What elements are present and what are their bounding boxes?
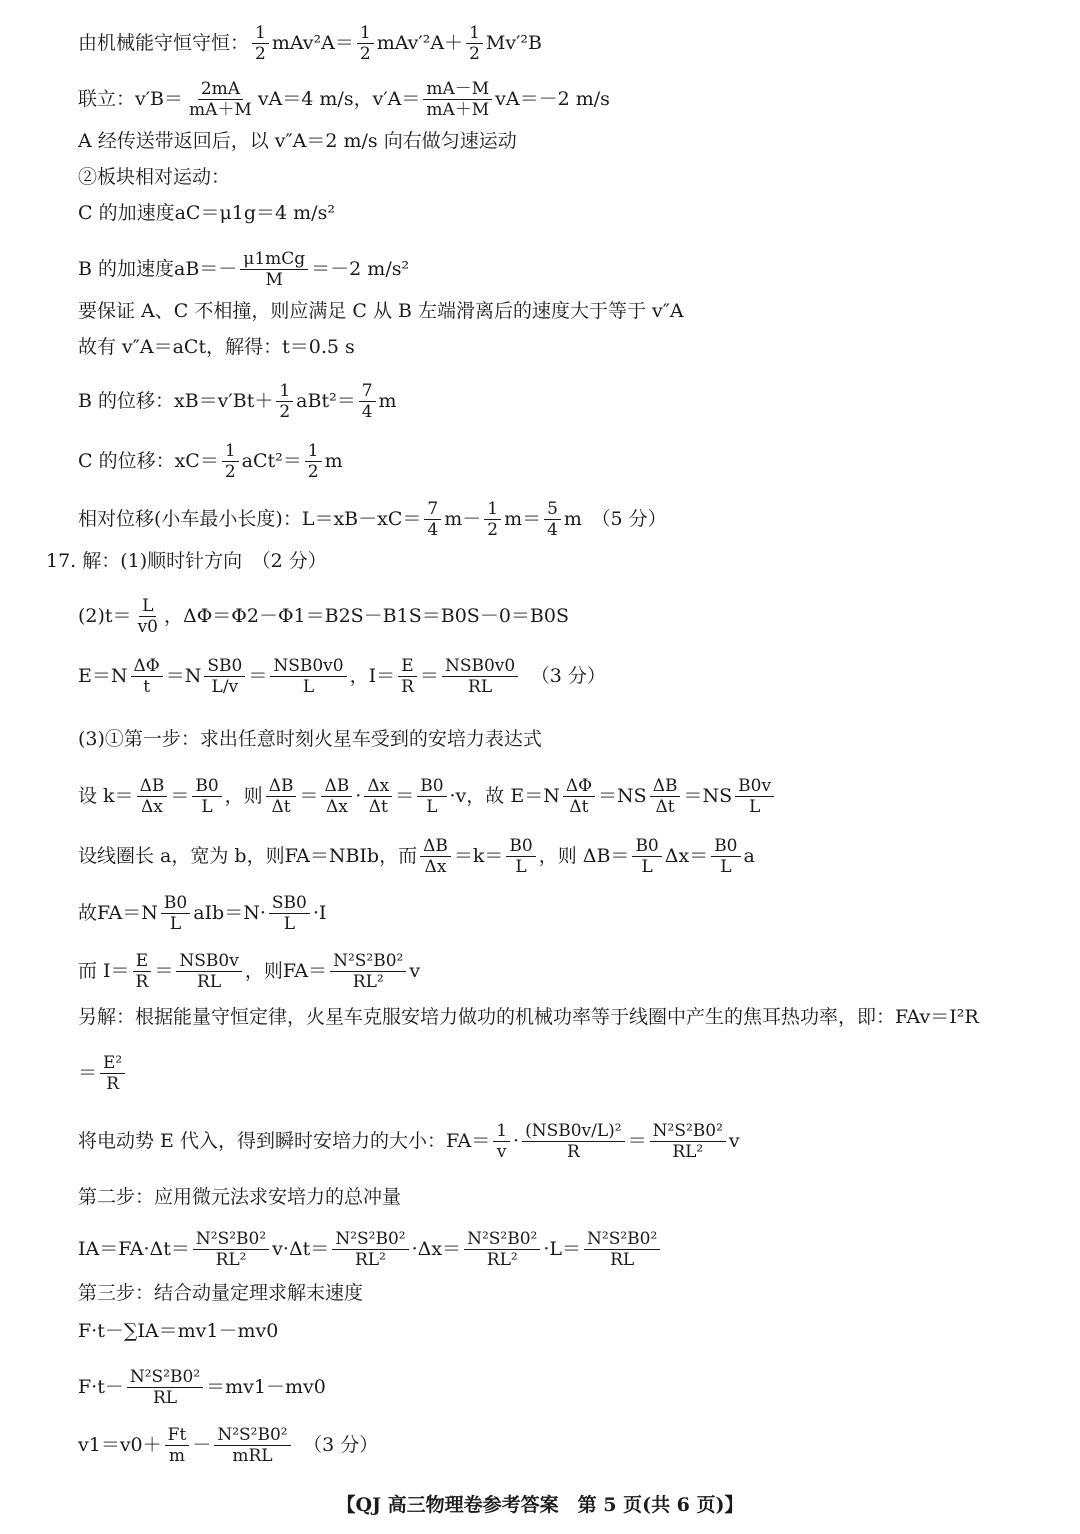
fraction — [330, 952, 406, 992]
fraction — [464, 1230, 540, 1270]
fraction-denominator: Δx — [141, 797, 163, 818]
fraction-denominator: R — [401, 677, 414, 698]
fraction-denominator: mA＋M — [426, 100, 490, 121]
line-text: v·Δt＝ — [272, 1238, 330, 1261]
line-text: ＝ — [627, 1130, 647, 1153]
solution-line — [78, 1054, 1040, 1094]
line-text: ＝ — [154, 960, 174, 983]
solution-line — [78, 1006, 1040, 1029]
fraction-numerator: N²S²B0² — [332, 1230, 408, 1250]
fraction-numerator: NSB0v0 — [442, 657, 518, 677]
fraction-numerator: N²S²B0² — [193, 1230, 269, 1250]
fraction-denominator: Δx — [424, 857, 447, 878]
fraction-denominator: 4 — [361, 402, 373, 423]
fraction-denominator: L — [720, 857, 732, 878]
fraction — [240, 250, 308, 290]
fraction-numerator: B0 — [192, 777, 221, 797]
fraction-numerator: mA－M — [423, 80, 492, 100]
line-text: 相对位移(小车最小长度)：L＝xB－xC＝ — [78, 508, 422, 531]
line-text: ，则FA＝ — [244, 960, 328, 983]
fraction-denominator: v — [496, 1142, 507, 1163]
fraction — [544, 500, 561, 540]
fraction-numerator: ΔΦ — [131, 657, 163, 677]
fraction-numerator: 2mA — [198, 80, 243, 100]
fraction-denominator: RL² — [215, 1250, 247, 1271]
line-text: ＝ — [419, 665, 439, 688]
line-text: ，ΔΦ＝Φ2－Φ1＝B2S－B1S＝B0S－0＝B0S — [163, 605, 569, 628]
solution-line — [78, 166, 1040, 189]
fraction — [493, 1122, 510, 1162]
line-text: m — [378, 390, 397, 413]
line-text: 第三步：结合动量定理求解末速度 — [78, 1282, 364, 1304]
fraction — [735, 777, 774, 817]
line-text: ＝k＝ — [453, 845, 504, 868]
fraction-denominator: mRL — [232, 1446, 273, 1467]
solution-line — [46, 550, 1040, 573]
fraction-numerator: ΔB — [266, 777, 297, 797]
fraction-denominator: 2 — [469, 44, 480, 65]
fraction-numerator: 1 — [252, 24, 269, 44]
solution-line — [78, 777, 1040, 817]
solution-line — [78, 500, 1040, 540]
fraction-numerator: E² — [100, 1054, 125, 1074]
solution-line — [78, 1122, 1040, 1162]
fraction — [269, 894, 310, 934]
line-text: F·t－ — [78, 1376, 124, 1399]
fraction-denominator: Δt — [655, 797, 675, 818]
fraction — [214, 1426, 290, 1466]
fraction-numerator: B0 — [711, 837, 740, 857]
line-text: 第二步：应用微元法求安培力的总冲量 — [78, 1186, 402, 1208]
fraction — [420, 837, 451, 877]
fraction-denominator: RL² — [355, 1250, 386, 1271]
line-text: Mv′²B — [485, 32, 542, 55]
line-text: ＝ — [170, 785, 190, 808]
solution-line — [78, 894, 1040, 934]
fraction-numerator: SB0 — [269, 894, 310, 914]
fraction-denominator: t — [143, 677, 151, 698]
fraction — [650, 777, 681, 817]
fraction-denominator: 2 — [487, 520, 499, 541]
solution-line — [78, 1368, 1040, 1408]
line-text: ＝NS — [598, 785, 647, 808]
fraction-denominator: RL — [610, 1250, 635, 1271]
fraction-numerator: B0 — [417, 777, 446, 797]
fraction-numerator: 1 — [357, 24, 374, 44]
fraction-denominator: Δt — [569, 797, 589, 818]
fraction — [332, 1230, 408, 1270]
fraction-denominator: 2 — [279, 402, 291, 423]
line-text: mAv²A＝ — [271, 32, 354, 55]
line-text: ＝ — [248, 665, 268, 688]
fraction-denominator: m — [168, 1446, 186, 1467]
line-text: ，I＝ — [349, 665, 396, 688]
line-text: · — [355, 785, 362, 808]
fraction-denominator: Δt — [368, 797, 388, 818]
fraction — [423, 80, 492, 120]
fraction-numerator: E — [398, 657, 416, 677]
solution-line — [78, 952, 1040, 992]
fraction-denominator: R — [566, 1142, 580, 1163]
line-text: ＝NS — [683, 785, 733, 808]
fraction-numerator: N²S²B0² — [214, 1426, 290, 1446]
fraction-numerator: N²S²B0² — [584, 1230, 660, 1250]
solution-line — [78, 442, 1040, 482]
fraction-numerator: SB0 — [204, 657, 245, 677]
line-text: ·Δx＝ — [411, 1238, 462, 1261]
fraction — [137, 777, 168, 817]
fraction — [584, 1230, 660, 1270]
line-text: ＝ — [395, 785, 415, 808]
fraction — [305, 442, 322, 482]
fraction — [161, 894, 190, 934]
fraction-denominator: 2 — [255, 44, 266, 65]
line-text: 要保证 A、C 不相撞，则应满足 C 从 B 左端滑离后的速度大于等于 v″A — [78, 300, 684, 322]
fraction — [364, 777, 392, 817]
fraction — [270, 657, 346, 697]
fraction — [193, 1230, 269, 1270]
fraction-numerator: ΔB — [137, 777, 168, 797]
fraction — [127, 1368, 203, 1408]
fraction-denominator: L/v — [211, 677, 239, 698]
fraction — [204, 657, 245, 697]
solution-line — [78, 80, 1040, 120]
fraction-denominator: 2 — [224, 462, 236, 483]
line-text: · — [513, 1130, 520, 1153]
fraction-numerator: Δx — [364, 777, 392, 797]
fraction-numerator: B0 — [506, 837, 535, 857]
page-footer: 【QJ 高三物理卷参考答案 第 5 页(共 6 页)】 — [336, 1494, 744, 1516]
fraction — [442, 657, 518, 697]
fraction-numerator: N²S²B0² — [127, 1368, 203, 1388]
fraction-numerator: NSB0v0 — [270, 657, 346, 677]
line-text: a — [743, 845, 755, 868]
solution-line — [78, 657, 1040, 697]
line-text: vA＝4 m/s，v′A＝ — [257, 88, 421, 111]
fraction-denominator: RL — [197, 972, 222, 993]
line-text: m （5 分） — [563, 508, 667, 531]
fraction-numerator: (NSB0v/L)² — [522, 1122, 625, 1142]
fraction — [276, 382, 293, 422]
solution-line — [78, 300, 1040, 323]
fraction — [252, 24, 269, 64]
fraction-denominator: RL — [468, 677, 493, 698]
line-text: ＝ — [299, 785, 319, 808]
fraction — [192, 777, 221, 817]
line-text: 另解：根据能量守恒定律，火星车克服安培力做功的机械功率等于线圈中产生的焦耳热功率，即：FAv＝I²R — [78, 1006, 979, 1028]
solution-line — [78, 597, 1040, 637]
line-text: (3)①第一步：求出任意时刻火星车受到的安培力表达式 — [78, 728, 542, 750]
line-text: 故有 v″A＝aCt，解得：t＝0.5 s — [78, 336, 355, 358]
fraction-denominator: 2 — [359, 44, 371, 65]
solution-line — [78, 1230, 1040, 1270]
line-text: vA＝－2 m/s — [495, 88, 610, 111]
fraction-denominator: R — [106, 1074, 120, 1095]
fraction-denominator: mA＋M — [189, 100, 252, 121]
line-text: B 的位移：xB＝v′Bt＋ — [78, 390, 274, 413]
line-text: m＝ — [504, 508, 542, 531]
line-text: (2)t＝ — [78, 605, 132, 628]
fraction-numerator: E — [133, 952, 151, 972]
fraction-numerator: ΔB — [321, 777, 352, 797]
fraction-denominator: 4 — [427, 520, 439, 541]
fraction-denominator: M — [265, 270, 283, 291]
fraction-denominator: RL² — [672, 1142, 704, 1163]
line-text: m－ — [444, 508, 482, 531]
fraction-denominator: 2 — [307, 462, 319, 483]
line-text: 由机械能守恒守恒： — [78, 32, 250, 55]
fraction — [222, 442, 239, 482]
fraction — [100, 1054, 125, 1094]
line-text: ＝N — [165, 665, 202, 688]
fraction — [133, 952, 152, 992]
line-text: F·t－∑IA＝mv1－mv0 — [78, 1320, 279, 1342]
fraction — [176, 952, 241, 992]
fraction-numerator: N²S²B0² — [464, 1230, 540, 1250]
line-text: 而 I＝ — [78, 960, 130, 983]
line-text: ·v，故 E＝N — [449, 785, 560, 808]
line-text: v1＝v0＋ — [78, 1434, 162, 1457]
fraction — [266, 777, 297, 817]
line-text: B 的加速度aB＝－ — [78, 258, 238, 281]
fraction-numerator: 1 — [276, 382, 293, 402]
fraction — [506, 837, 535, 877]
line-text: － — [192, 1434, 212, 1457]
fraction-numerator: ΔB — [420, 837, 451, 857]
fraction — [165, 1426, 190, 1466]
line-text: mAv′²A＋ — [376, 32, 464, 55]
solution-line — [78, 1186, 1040, 1209]
fraction-denominator: L — [169, 914, 182, 935]
line-text: aBt²＝ — [296, 390, 356, 413]
fraction-denominator: RL² — [352, 972, 384, 993]
fraction — [632, 837, 661, 877]
fraction-denominator: L — [302, 677, 315, 698]
fraction-numerator: 7 — [359, 382, 376, 402]
line-text: 设 k＝ — [78, 785, 134, 808]
fraction-denominator: R — [135, 972, 149, 993]
line-text: 联立：v′B＝ — [78, 88, 184, 111]
solution-line — [78, 382, 1040, 422]
fraction-denominator: Δx — [325, 797, 348, 818]
fraction-numerator: 1 — [493, 1122, 510, 1142]
line-text: （3 分） — [521, 665, 606, 688]
fraction-denominator: L — [283, 914, 295, 935]
fraction — [186, 80, 255, 120]
line-text: ·I — [312, 902, 327, 925]
fraction-numerator: ΔB — [650, 777, 681, 797]
line-text: ，则 ΔB＝ — [538, 845, 630, 868]
line-text: 设线圈长 a，宽为 b，则FA＝NBIb，而 — [78, 845, 418, 868]
fraction-denominator: L — [426, 797, 438, 818]
solution-line — [78, 336, 1040, 359]
fraction-numerator: 1 — [305, 442, 322, 462]
fraction-numerator: L — [139, 597, 156, 617]
fraction-denominator: L — [515, 857, 527, 878]
line-text: E＝N — [78, 665, 128, 688]
fraction — [131, 657, 163, 697]
fraction-numerator: 5 — [544, 500, 561, 520]
fraction — [466, 24, 483, 64]
fraction-numerator: 1 — [484, 500, 501, 520]
line-text: v — [728, 1130, 740, 1153]
fraction-denominator: RL — [152, 1388, 178, 1409]
line-text: A 经传送带返回后，以 v″A＝2 m/s 向右做匀速运动 — [78, 130, 517, 152]
fraction — [522, 1122, 625, 1162]
fraction-denominator: Δt — [271, 797, 291, 818]
fraction — [417, 777, 446, 817]
fraction — [398, 657, 417, 697]
line-text: ，则 — [224, 785, 263, 808]
fraction-numerator: N²S²B0² — [330, 952, 406, 972]
fraction-denominator: L — [641, 857, 653, 878]
solution-line — [78, 1320, 1040, 1343]
line-text: 17. 解：(1)顺时针方向 （2 分） — [46, 550, 327, 572]
line-text: v — [409, 960, 421, 983]
fraction-numerator: N²S²B0² — [650, 1122, 726, 1142]
line-text: 将电动势 E 代入，得到瞬时安培力的大小：FA＝ — [78, 1130, 491, 1153]
fraction — [711, 837, 740, 877]
fraction — [321, 777, 352, 817]
line-text: ②板块相对运动： — [78, 166, 231, 188]
fraction-denominator: L — [748, 797, 761, 818]
fraction-numerator: B0 — [632, 837, 661, 857]
solution-line — [78, 1282, 1040, 1305]
line-text: IA＝FA·Δt＝ — [78, 1238, 190, 1261]
line-text: aIb＝N· — [193, 902, 266, 925]
fraction-numerator: 1 — [222, 442, 239, 462]
line-text: aCt²＝ — [241, 450, 302, 473]
solution-line — [78, 728, 1040, 751]
solution-line — [78, 202, 1040, 225]
line-text: ＝－2 m/s² — [311, 258, 410, 281]
solution-line — [78, 130, 1040, 153]
fraction-numerator: B0v — [735, 777, 774, 797]
line-text: ＝ — [78, 1062, 98, 1085]
fraction — [424, 500, 441, 540]
line-text: Δx＝ — [664, 845, 709, 868]
fraction-denominator: RL² — [486, 1250, 518, 1271]
fraction — [650, 1122, 726, 1162]
line-text: m — [324, 450, 343, 473]
fraction — [484, 500, 501, 540]
fraction-numerator: 7 — [424, 500, 441, 520]
line-text: ·L＝ — [543, 1238, 582, 1261]
fraction-numerator: Ft — [165, 1426, 190, 1446]
fraction-numerator: μ1mCg — [240, 250, 308, 270]
fraction-denominator: v0 — [137, 617, 158, 638]
fraction-numerator: NSB0v — [176, 952, 241, 972]
fraction-numerator: 1 — [466, 24, 483, 44]
fraction-denominator: 4 — [547, 520, 558, 541]
fraction — [563, 777, 595, 817]
line-text: ＝mv1－mv0 — [206, 1376, 326, 1399]
fraction — [359, 382, 376, 422]
line-text: （3 分） — [293, 1434, 379, 1457]
fraction-numerator: ΔΦ — [563, 777, 595, 797]
fraction — [135, 597, 161, 637]
fraction — [357, 24, 374, 64]
solution-line — [78, 24, 1040, 64]
line-text: C 的位移：xC＝ — [78, 450, 219, 473]
fraction-numerator: B0 — [161, 894, 190, 914]
solution-line — [78, 250, 1040, 290]
fraction-denominator: L — [201, 797, 213, 818]
solution-line — [78, 1426, 1040, 1466]
line-text: 故FA＝N — [78, 902, 158, 925]
solution-line — [78, 837, 1040, 877]
line-text: C 的加速度aC＝μ1g＝4 m/s² — [78, 202, 335, 224]
